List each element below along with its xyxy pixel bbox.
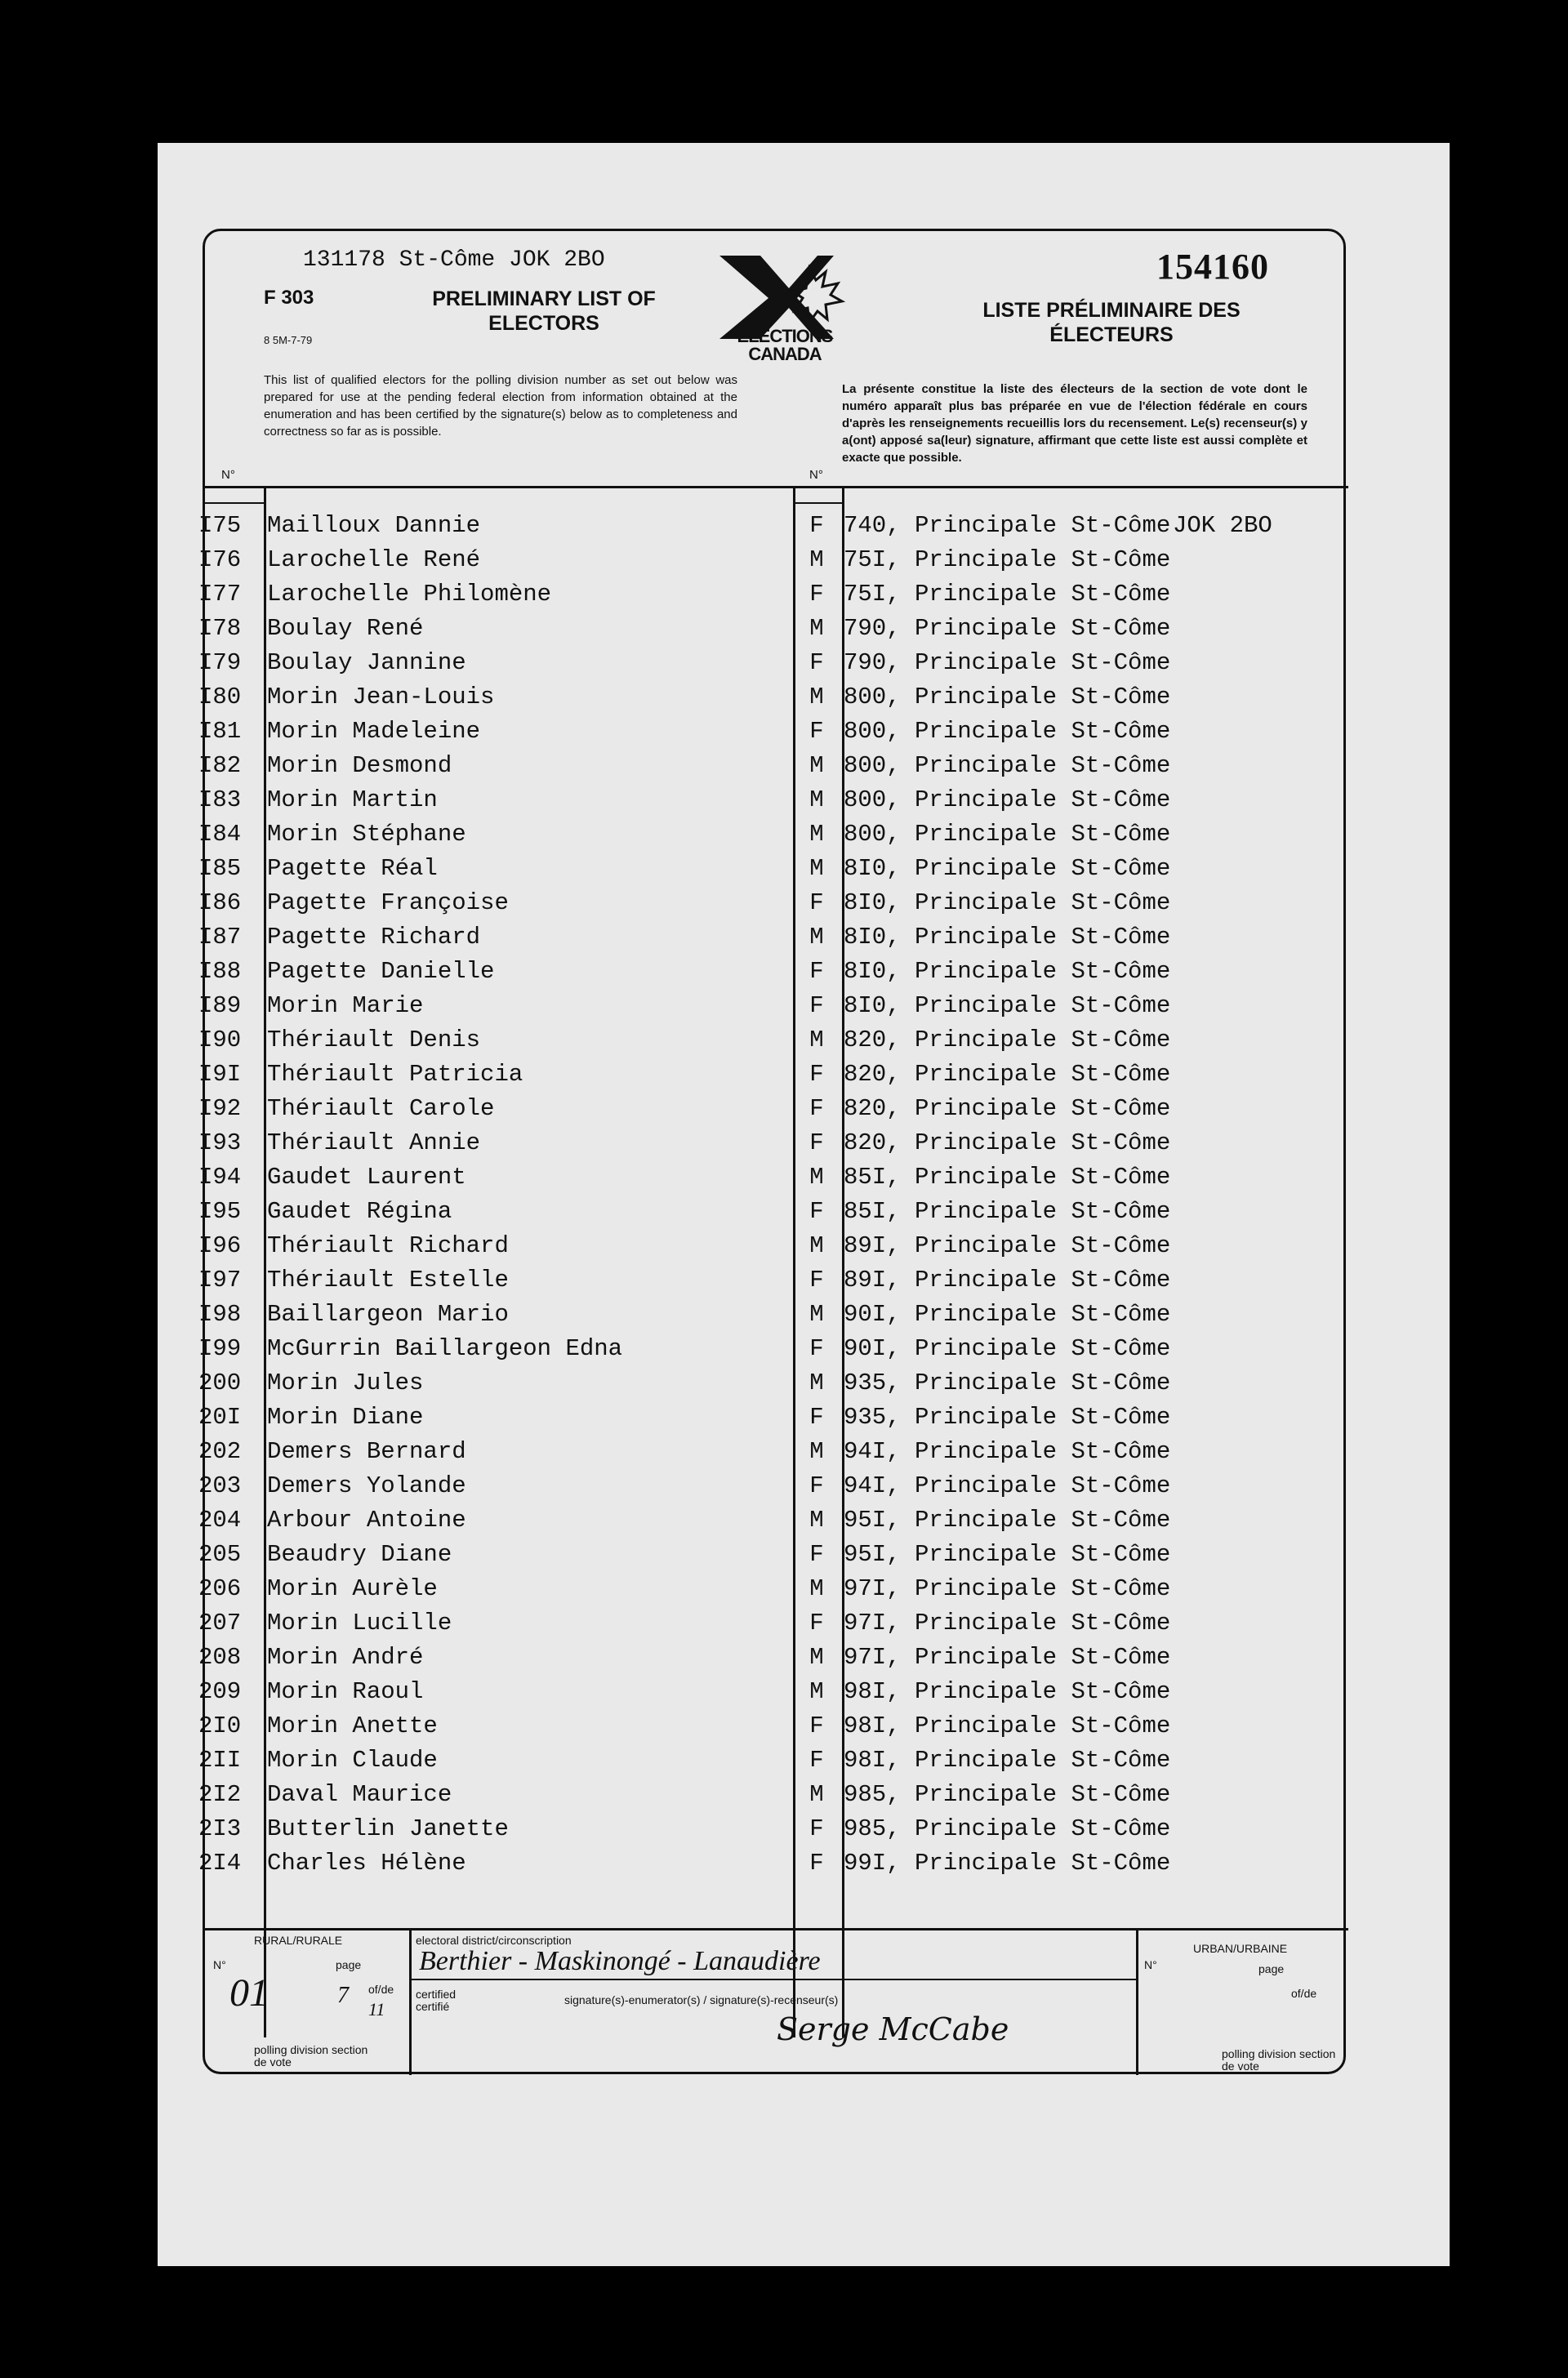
elector-address: 8I0, Principale St-Côme <box>844 992 1171 1019</box>
elector-address: 820, Principale St-Côme <box>844 1129 1171 1156</box>
elector-number: I84 <box>198 821 242 848</box>
urban-label: URBAN/URBAINE <box>1193 1942 1288 1955</box>
elector-sex: F <box>809 718 824 745</box>
elector-number: 204 <box>198 1507 242 1534</box>
elector-number: I94 <box>198 1164 242 1191</box>
elector-number: I77 <box>198 581 242 608</box>
elector-address: 89I, Principale St-Côme <box>844 1232 1171 1259</box>
elector-number: I96 <box>198 1232 242 1259</box>
elector-sex: F <box>809 1198 824 1225</box>
elector-number: I99 <box>198 1335 242 1362</box>
elector-sex: M <box>809 1026 824 1053</box>
district-name-handwritten: Berthier - Maskinongé - Lanaudière <box>419 1946 821 1976</box>
elector-name: Morin Madeleine <box>267 718 481 745</box>
elector-row <box>198 577 1348 612</box>
elector-row <box>198 1195 1348 1229</box>
elector-name: Morin Jean-Louis <box>267 684 495 710</box>
elector-row <box>198 1778 1348 1812</box>
elector-address: 85I, Principale St-Côme <box>844 1198 1171 1225</box>
elector-row <box>198 1675 1348 1709</box>
elector-row <box>198 1469 1348 1503</box>
elector-row <box>198 1332 1348 1366</box>
elector-name: Thériault Richard <box>267 1232 509 1259</box>
elector-number: 200 <box>198 1369 242 1396</box>
page-of: 11 <box>368 1999 385 2020</box>
elector-address: 90I, Principale St-Côme <box>844 1301 1171 1328</box>
elector-sex: F <box>809 958 824 985</box>
elector-name: Boulay Jannine <box>267 649 466 676</box>
rural-ofde-label: of/de <box>368 1983 394 1996</box>
elector-row <box>198 1435 1348 1469</box>
elector-address: 85I, Principale St-Côme <box>844 1164 1171 1191</box>
elector-name: Thériault Annie <box>267 1129 481 1156</box>
elector-name: Thériault Estelle <box>267 1267 509 1294</box>
elector-address: 800, Principale St-Côme <box>844 752 1171 779</box>
elector-name: Boulay René <box>267 615 424 642</box>
elector-number: 207 <box>198 1610 242 1637</box>
footer-rural-right <box>409 1928 412 2075</box>
elector-number: I80 <box>198 684 242 710</box>
elector-row <box>198 1538 1348 1572</box>
elector-row <box>198 1023 1348 1058</box>
elector-name: Morin Marie <box>267 992 424 1019</box>
elector-name: Pagette Danielle <box>267 958 495 985</box>
elector-name: Demers Yolande <box>267 1472 466 1499</box>
elector-name: Thériault Carole <box>267 1095 495 1122</box>
intro-english: This list of qualified electors for the polling division number as set out below was prepared for use at the pending federal election from information obtained at the enumeration and has been certified by the signature(s) below as to completeness and correctness so far as is possible. <box>264 373 737 439</box>
elector-address: 790, Principale St-Côme <box>844 649 1171 676</box>
elector-sex: F <box>809 1472 824 1499</box>
elector-sex: F <box>809 1129 824 1156</box>
elector-name: Larochelle Philomène <box>267 581 552 608</box>
elector-sex: F <box>809 512 824 539</box>
elector-address: 800, Principale St-Côme <box>844 821 1171 848</box>
elector-sex: M <box>809 1232 824 1259</box>
elector-sex: M <box>809 924 824 951</box>
elector-number: I88 <box>198 958 242 985</box>
elector-address: 98I, Principale St-Côme <box>844 1747 1171 1774</box>
elector-row <box>198 1572 1348 1606</box>
elector-sex: M <box>809 1438 824 1465</box>
polling-number: 01 <box>229 1971 269 2015</box>
elector-number: I90 <box>198 1026 242 1053</box>
elector-sex: F <box>809 1095 824 1122</box>
elector-sex: F <box>809 581 824 608</box>
enumerator-signature: Serge McCabe <box>777 2011 1009 2047</box>
elector-address: 95I, Principale St-Côme <box>844 1507 1171 1534</box>
elector-sex: M <box>809 1575 824 1602</box>
col-no-label: N° <box>221 468 235 482</box>
elector-name: Morin Diane <box>267 1404 424 1431</box>
elector-address: 94I, Principale St-Côme <box>844 1438 1171 1465</box>
elector-sex: M <box>809 1781 824 1808</box>
elector-number: I93 <box>198 1129 242 1156</box>
elector-number: 2I3 <box>198 1815 242 1842</box>
elector-number: 20I <box>198 1404 242 1431</box>
elector-name: Morin André <box>267 1644 424 1671</box>
elector-number: I95 <box>198 1198 242 1225</box>
sheet-number: 154160 <box>1156 247 1269 287</box>
elector-row <box>198 1263 1348 1298</box>
elector-address: 98I, Principale St-Côme <box>844 1712 1171 1739</box>
elector-number: I83 <box>198 786 242 813</box>
rural-label: RURAL/RURALE <box>254 1934 343 1947</box>
elector-number: 2II <box>198 1747 242 1774</box>
elector-number: I89 <box>198 992 242 1019</box>
elector-address: 94I, Principale St-Côme <box>844 1472 1171 1499</box>
elector-name: Morin Desmond <box>267 752 452 779</box>
elector-name: Pagette Richard <box>267 924 481 951</box>
elector-sex: M <box>809 1164 824 1191</box>
elector-address: 97I, Principale St-Côme <box>844 1644 1171 1671</box>
elector-number: I81 <box>198 718 242 745</box>
elector-row <box>198 852 1348 886</box>
elector-row <box>198 920 1348 955</box>
elector-sex: M <box>809 1678 824 1705</box>
elector-row <box>198 1298 1348 1332</box>
elector-sex: F <box>809 649 824 676</box>
elector-address: 820, Principale St-Côme <box>844 1095 1171 1122</box>
elector-number: 203 <box>198 1472 242 1499</box>
elector-sex: F <box>809 1335 824 1362</box>
elector-name: Gaudet Régina <box>267 1198 452 1225</box>
col-no2-label: N° <box>809 468 823 482</box>
rural-polling-label: polling division section de vote <box>254 2043 368 2069</box>
elector-row <box>198 886 1348 920</box>
elector-sex: M <box>809 1301 824 1328</box>
elector-sex: F <box>809 889 824 916</box>
elector-address: 800, Principale St-Côme <box>844 786 1171 813</box>
elector-name: Thériault Denis <box>267 1026 481 1053</box>
elector-number: 209 <box>198 1678 242 1705</box>
elector-address: 99I, Principale St-Côme <box>844 1850 1171 1877</box>
elector-address: 89I, Principale St-Côme <box>844 1267 1171 1294</box>
elector-name: Charles Hélène <box>267 1850 466 1877</box>
elector-address: 985, Principale St-Côme <box>844 1781 1171 1808</box>
header-divider <box>205 486 1348 488</box>
elector-name: Morin Aurèle <box>267 1575 438 1602</box>
elector-number: I79 <box>198 649 242 676</box>
elector-row <box>198 955 1348 989</box>
elector-address: 8I0, Principale St-Côme <box>844 924 1171 951</box>
elector-sex: F <box>809 1061 824 1088</box>
elector-row <box>198 646 1348 680</box>
elector-row <box>198 1503 1348 1538</box>
logo-text: ELECTIONS CANADA <box>737 326 833 364</box>
urban-page-label: page <box>1258 1962 1285 1975</box>
elector-sex: M <box>809 615 824 642</box>
elector-name: Morin Claude <box>267 1747 438 1774</box>
elector-number: I86 <box>198 889 242 916</box>
elector-row <box>198 715 1348 749</box>
elector-address: 98I, Principale St-Côme <box>844 1678 1171 1705</box>
elector-sex: M <box>809 752 824 779</box>
elector-row <box>198 1401 1348 1435</box>
elector-number: 2I2 <box>198 1781 242 1808</box>
elector-address: 800, Principale St-Côme <box>844 684 1171 710</box>
elector-sex: M <box>809 684 824 710</box>
elector-name: Pagette Réal <box>267 855 438 882</box>
elector-name: McGurrin Baillargeon Edna <box>267 1335 623 1362</box>
elector-row <box>198 1641 1348 1675</box>
elector-name: Morin Raoul <box>267 1678 424 1705</box>
col-no-underline <box>205 502 266 504</box>
elector-name: Morin Lucille <box>267 1610 452 1637</box>
elector-row <box>198 1709 1348 1743</box>
form-code: 8 5M-7-79 <box>264 334 313 346</box>
elector-address: 790, Principale St-Côme <box>844 615 1171 642</box>
form-number: F 303 <box>264 287 314 309</box>
elector-number: I76 <box>198 546 242 573</box>
elector-sex: M <box>809 1507 824 1534</box>
elector-address: 8I0, Principale St-Côme <box>844 958 1171 985</box>
elector-number: 2I0 <box>198 1712 242 1739</box>
elector-address: 820, Principale St-Côme <box>844 1026 1171 1053</box>
elector-address: 75I, Principale St-Côme <box>844 581 1171 608</box>
elector-sex: F <box>809 1747 824 1774</box>
elector-number: I97 <box>198 1267 242 1294</box>
elector-number: 2I4 <box>198 1850 242 1877</box>
urban-polling-label: polling division section de vote <box>1222 2047 1336 2073</box>
form-frame <box>198 229 1346 2074</box>
elector-sex: F <box>809 1850 824 1877</box>
elector-sex: M <box>809 1644 824 1671</box>
elector-row <box>198 749 1348 783</box>
elector-name: Mailloux Dannie <box>267 512 481 539</box>
elector-name: Morin Jules <box>267 1369 424 1396</box>
elector-number: I75 <box>198 512 242 539</box>
document-page <box>158 143 1450 2266</box>
elector-sex: F <box>809 1541 824 1568</box>
elector-sex: M <box>809 821 824 848</box>
elector-row <box>198 543 1348 577</box>
elector-sex: F <box>809 1404 824 1431</box>
elector-row <box>198 1092 1348 1126</box>
elector-name: Thériault Patricia <box>267 1061 523 1088</box>
elector-row <box>198 817 1348 852</box>
district-label: electoral district/circonscription <box>416 1934 572 1947</box>
elector-sex: M <box>809 1369 824 1396</box>
elector-row <box>198 1743 1348 1778</box>
elector-sex: F <box>809 1610 824 1637</box>
elector-number: 205 <box>198 1541 242 1568</box>
elector-row <box>198 1126 1348 1160</box>
intro-french: La présente constitue la liste des électeurs de la section de vote dont le numéro apparaît plus bas préparée en vue de l'élection fédérale en cours d'après les renseignements recueillis lors du recensement. Le(s) recenseur(s) y a(ont) apposé sa(leur) signature, affirmant que cette liste est aussi complète et exacte que possible. <box>842 382 1307 465</box>
division-header-line: 131178 St-Côme JOK 2BO <box>303 247 605 273</box>
footer-cert-line <box>409 1979 1136 1980</box>
elector-name: Morin Stéphane <box>267 821 466 848</box>
elector-row <box>198 680 1348 715</box>
elector-name: Pagette Françoise <box>267 889 509 916</box>
elector-address: 90I, Principale St-Côme <box>844 1335 1171 1362</box>
elector-row <box>198 989 1348 1023</box>
certified-label: certified certifié <box>416 1988 457 2013</box>
elector-row <box>198 612 1348 646</box>
col-sex-underline <box>793 502 842 504</box>
rural-page-label: page <box>336 1958 362 1971</box>
elector-address: 8I0, Principale St-Côme <box>844 855 1171 882</box>
elector-sex: F <box>809 1712 824 1739</box>
urban-ofde-label: of/de <box>1291 1987 1317 2000</box>
elector-number: I82 <box>198 752 242 779</box>
elector-number: 208 <box>198 1644 242 1671</box>
elector-number: 206 <box>198 1575 242 1602</box>
elector-sex: M <box>809 786 824 813</box>
elector-name: Larochelle René <box>267 546 481 573</box>
elector-number: I9I <box>198 1061 242 1088</box>
elector-row <box>198 1606 1348 1641</box>
footer-urban-left <box>1136 1928 1138 2075</box>
elector-address: 935, Principale St-Côme <box>844 1369 1171 1396</box>
elector-number: 202 <box>198 1438 242 1465</box>
elector-number: I78 <box>198 615 242 642</box>
title-english: PRELIMINARY LIST OF ELECTORS <box>432 287 656 335</box>
elector-name: Morin Martin <box>267 786 438 813</box>
elector-row <box>198 509 1348 543</box>
elector-row <box>198 1846 1348 1881</box>
elector-number: I85 <box>198 855 242 882</box>
elector-sex: F <box>809 992 824 1019</box>
elector-address: 97I, Principale St-Côme <box>844 1575 1171 1602</box>
elector-name: Morin Anette <box>267 1712 438 1739</box>
elector-name: Daval Maurice <box>267 1781 452 1808</box>
elector-row <box>198 1058 1348 1092</box>
elector-row <box>198 783 1348 817</box>
elector-row <box>198 1160 1348 1195</box>
elector-row <box>198 1812 1348 1846</box>
signature-label: signature(s)-enumerator(s) / signature(s)-recenseur(s) <box>564 1993 839 2006</box>
elector-row <box>198 1229 1348 1263</box>
elector-number: I92 <box>198 1095 242 1122</box>
elector-address: 800, Principale St-Côme <box>844 718 1171 745</box>
rural-no-label: N° <box>213 1958 226 1971</box>
elector-name: Gaudet Laurent <box>267 1164 466 1191</box>
elector-sex: M <box>809 546 824 573</box>
elector-address: 935, Principale St-Côme <box>844 1404 1171 1431</box>
elector-name: Arbour Antoine <box>267 1507 466 1534</box>
elector-sex: F <box>809 1815 824 1842</box>
elector-number: I98 <box>198 1301 242 1328</box>
page-number: 7 <box>337 1983 349 2008</box>
elector-address: 985, Principale St-Côme <box>844 1815 1171 1842</box>
elector-address: 740, Principale St-Côme <box>844 512 1171 539</box>
elector-name: Baillargeon Mario <box>267 1301 509 1328</box>
elector-sex: F <box>809 1267 824 1294</box>
elector-sex: M <box>809 855 824 882</box>
footer-divider <box>205 1928 1348 1930</box>
elector-row <box>198 1366 1348 1401</box>
elector-address: 75I, Principale St-Côme <box>844 546 1171 573</box>
elector-address: 97I, Principale St-Côme <box>844 1610 1171 1637</box>
elector-number: I87 <box>198 924 242 951</box>
elector-name: Butterlin Janette <box>267 1815 509 1842</box>
elector-address: 820, Principale St-Côme <box>844 1061 1171 1088</box>
elector-name: Demers Bernard <box>267 1438 466 1465</box>
urban-no-label: N° <box>1144 1958 1157 1971</box>
elector-address: 95I, Principale St-Côme <box>844 1541 1171 1568</box>
elector-address: 8I0, Principale St-Côme <box>844 889 1171 916</box>
elector-name: Beaudry Diane <box>267 1541 452 1568</box>
elector-postal-code: JOK 2BO <box>1173 512 1272 539</box>
title-french: LISTE PRÉLIMINAIRE DES ÉLECTEURS <box>982 299 1241 346</box>
